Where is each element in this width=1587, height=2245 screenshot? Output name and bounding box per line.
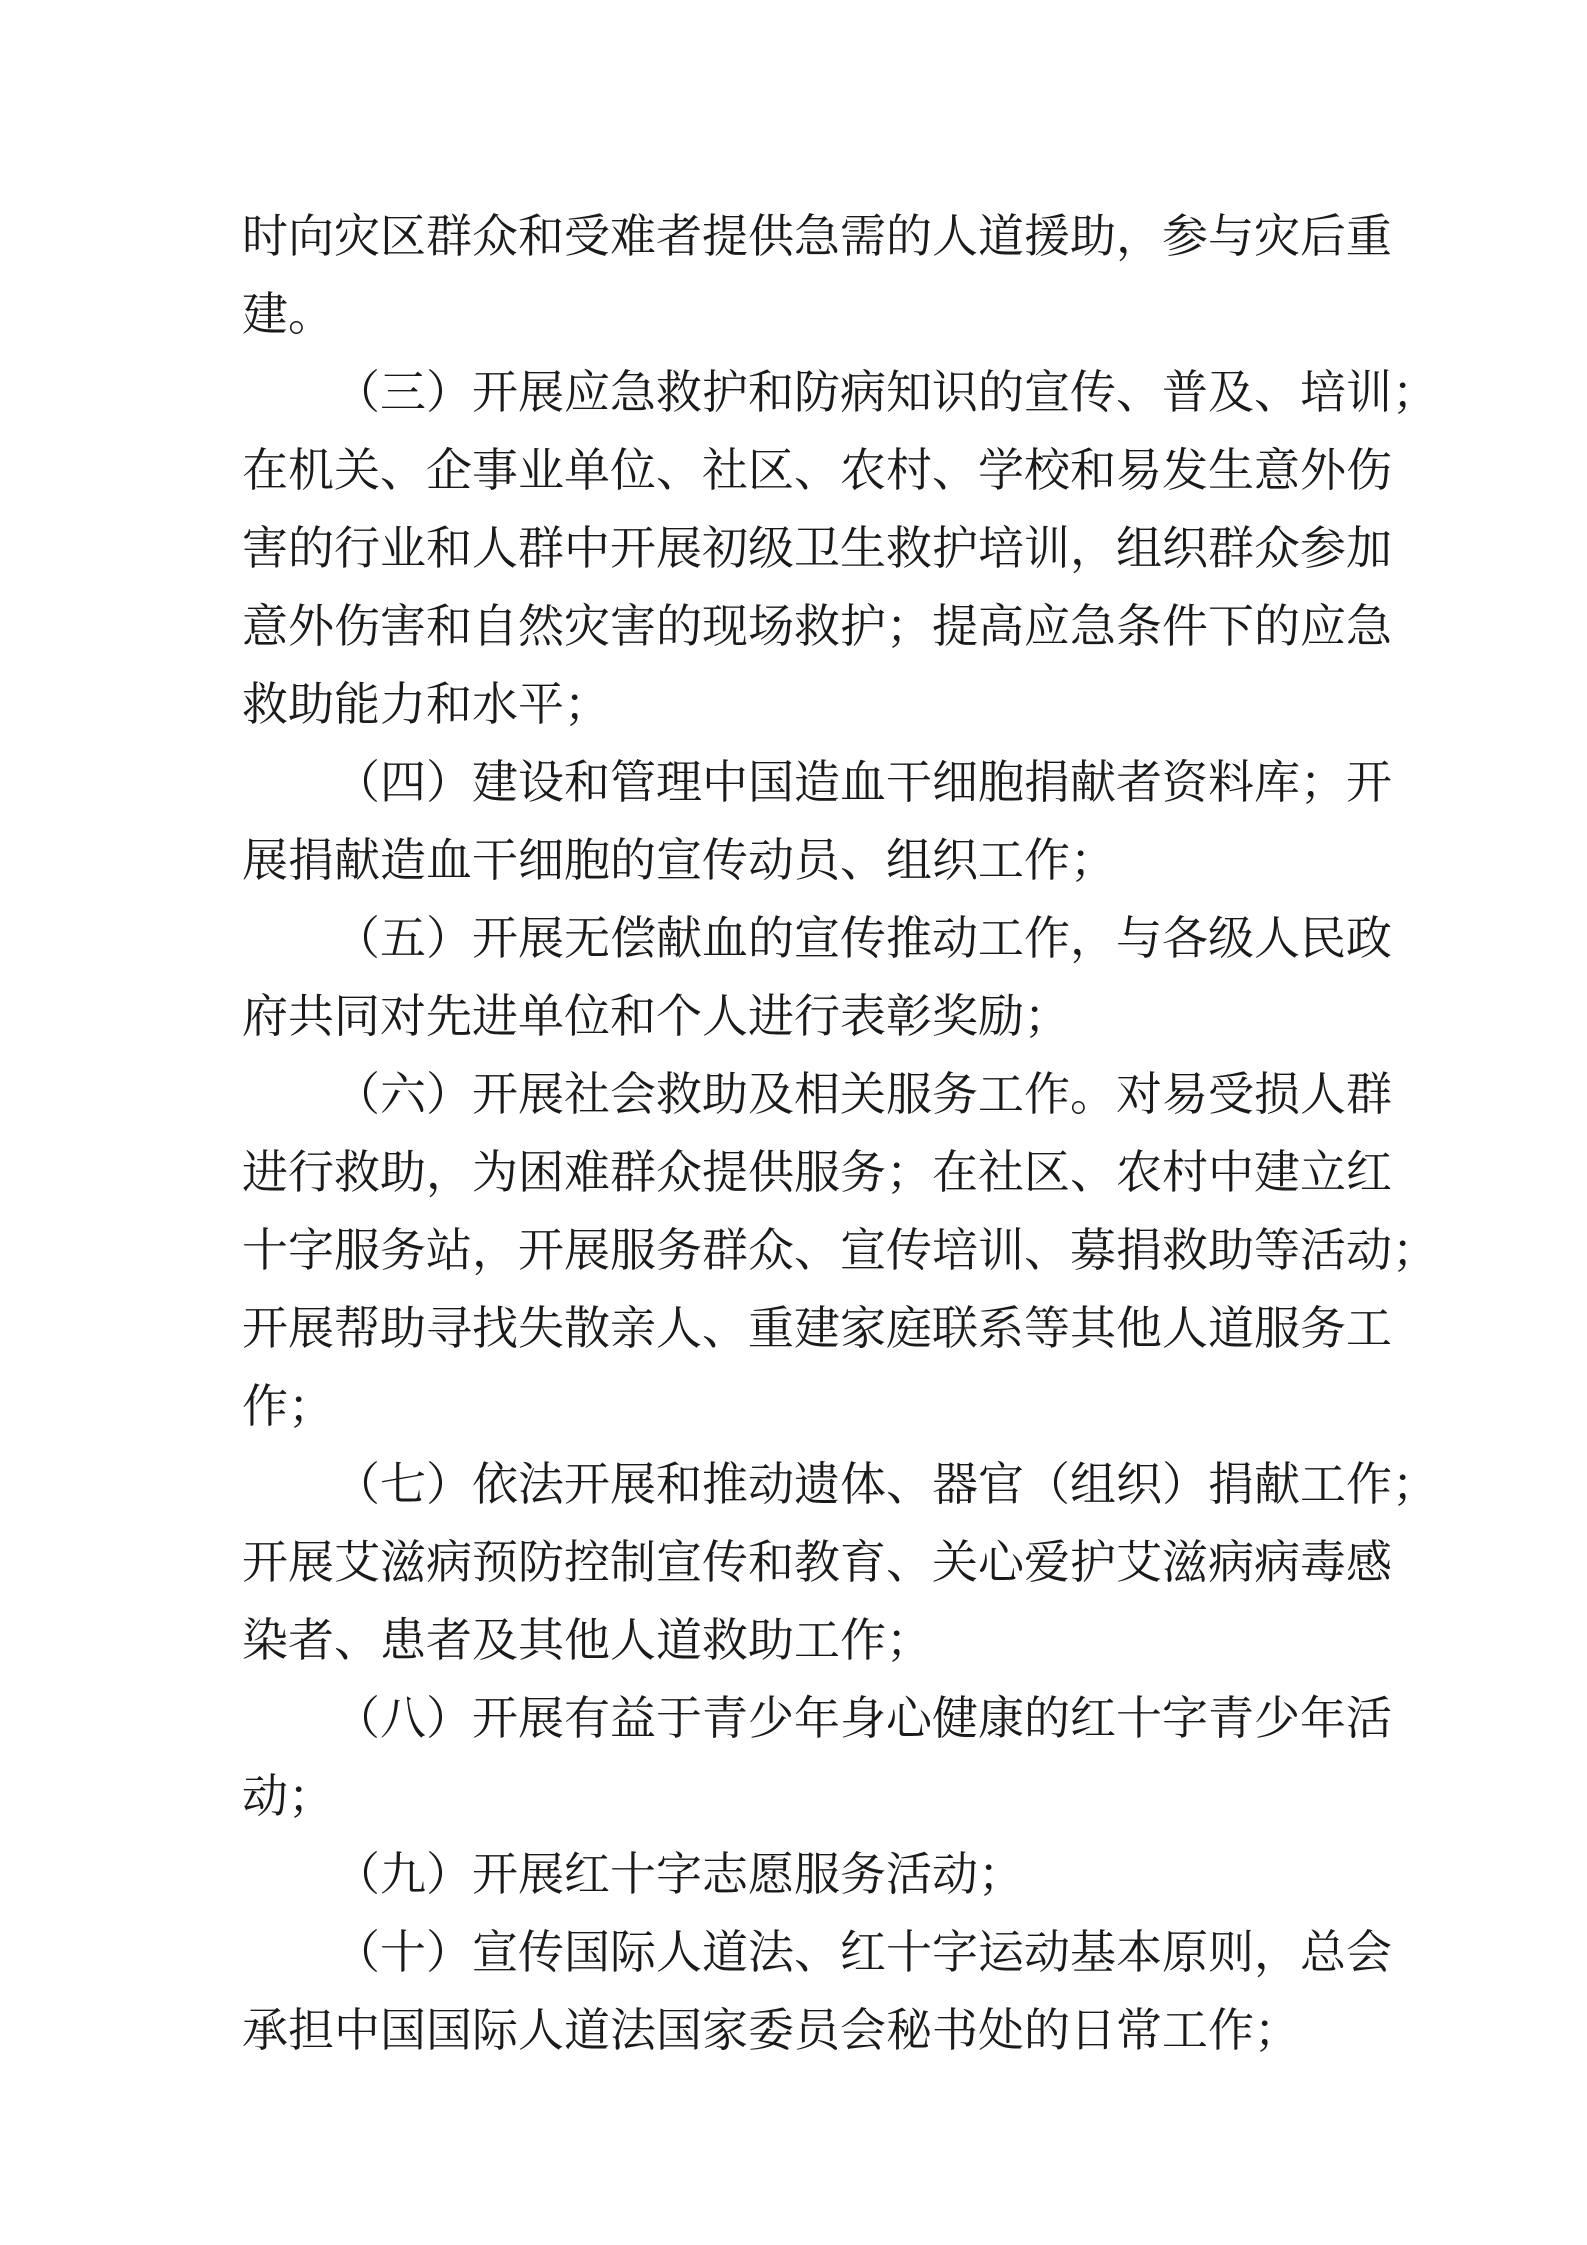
text-line: 府共同对先进单位和个人进行表彰奖励； xyxy=(242,989,1070,1043)
text-line: （六）开展社会救助及相关服务工作。对易受损人群 xyxy=(334,1067,1392,1121)
text-line: 意外伤害和自然灾害的现场救护；提高应急条件下的应急 xyxy=(242,599,1392,653)
text-line: （八）开展有益于青少年身心健康的红十字青少年活 xyxy=(334,1691,1392,1745)
text-line: 十字服务站，开展服务群众、宣传培训、募捐救助等活动； xyxy=(242,1223,1438,1277)
text-line: 染者、患者及其他人道救助工作； xyxy=(242,1613,932,1667)
text-line: 时向灾区群众和受难者提供急需的人道援助，参与灾后重 xyxy=(242,209,1392,263)
text-line: 动； xyxy=(242,1769,334,1823)
text-line: 害的行业和人群中开展初级卫生救护培训，组织群众参加 xyxy=(242,521,1392,575)
text-line: 作； xyxy=(242,1379,334,1433)
text-line: 在机关、企事业单位、社区、农村、学校和易发生意外伤 xyxy=(242,443,1392,497)
text-line: 进行救助，为困难群众提供服务；在社区、农村中建立红 xyxy=(242,1145,1392,1199)
text-line: 开展艾滋病预防控制宣传和教育、关心爱护艾滋病病毒感 xyxy=(242,1535,1392,1589)
text-line: 展捐献造血干细胞的宣传动员、组织工作； xyxy=(242,833,1116,887)
text-line: （十）宣传国际人道法、红十字运动基本原则，总会 xyxy=(334,1925,1392,1979)
text-line: （四）建设和管理中国造血干细胞捐献者资料库；开 xyxy=(334,755,1392,809)
text-line: 承担中国国际人道法国家委员会秘书处的日常工作； xyxy=(242,2003,1300,2057)
text-line: （九）开展红十字志愿服务活动； xyxy=(334,1847,1024,1901)
text-line: 开展帮助寻找失散亲人、重建家庭联系等其他人道服务工 xyxy=(242,1301,1392,1355)
text-line: （七）依法开展和推动遗体、器官（组织）捐献工作； xyxy=(334,1457,1438,1511)
text-line: （三）开展应急救护和防病知识的宣传、普及、培训； xyxy=(334,365,1438,419)
text-line: 建。 xyxy=(242,287,334,341)
text-line: （五）开展无偿献血的宣传推动工作，与各级人民政 xyxy=(334,911,1392,965)
text-line: 救助能力和水平； xyxy=(242,677,610,731)
